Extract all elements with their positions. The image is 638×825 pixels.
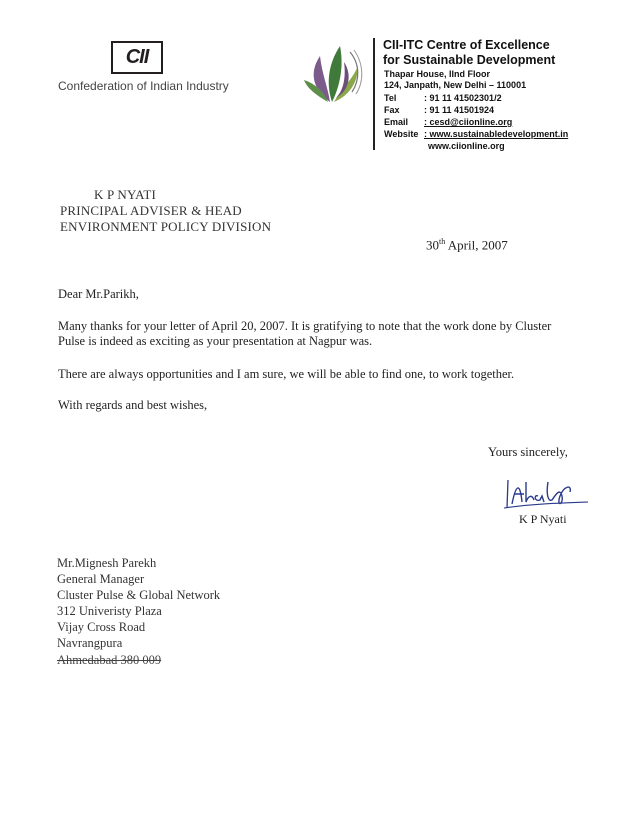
recipient-line-2: General Manager: [57, 572, 145, 587]
cii-logo-text: CII: [125, 46, 149, 68]
contact-website-label: Website: [384, 129, 419, 139]
date-suffix: th: [439, 237, 446, 246]
org-full-name: Confederation of Indian Industry: [58, 79, 229, 93]
contact-email-label: Email: [384, 117, 409, 127]
contact-website: [384, 129, 568, 139]
contact-email-link[interactable]: : cesd@ciionline.org: [424, 117, 513, 127]
sender-block: [60, 187, 271, 235]
centre-title-line2: for Sustainable Development: [383, 53, 556, 67]
paragraph-1-line-2: Pulse is indeed as exciting as your presentation at Nagpur was.: [58, 334, 373, 348]
contact-website2-link[interactable]: www.ciionline.org: [428, 141, 505, 151]
letter-date: [426, 237, 508, 253]
signer-name: K P Nyati: [519, 512, 567, 526]
sender-name: K P NYATI: [94, 187, 156, 202]
recipient-line-6: Navrangpura: [57, 636, 123, 651]
contact-fax-value: : 91 11 41501924: [424, 105, 495, 115]
recipient-line-1: Mr.Mignesh Parekh: [57, 556, 157, 570]
leaf-emblem-icon: [300, 40, 365, 106]
recipient-line-3: Cluster Pulse & Global Network: [57, 588, 221, 603]
sender-division: ENVIRONMENT POLICY DIVISION: [60, 219, 272, 234]
centre-address: [384, 69, 526, 91]
recipient-address: [57, 555, 220, 668]
cii-logo: [111, 41, 163, 74]
contact-website-link[interactable]: : www.sustainabledevelopment.in: [424, 129, 569, 139]
contact-fax-label: Fax: [384, 105, 400, 115]
paragraph-2: There are always opportunities and I am sure, we will be able to find one, to work together.: [58, 367, 515, 381]
signature-icon: [490, 474, 590, 514]
address-line2: 124, Janpath, New Delhi – 110001: [384, 80, 527, 90]
date-rest: April, 2007: [445, 237, 508, 253]
contact-email: [384, 117, 512, 127]
recipient-line-4: 312 Univeristy Plaza: [57, 604, 162, 619]
contact-tel-value: : 91 11 41502301/2: [424, 93, 502, 103]
contact-tel: [384, 93, 502, 103]
centre-title-line1: CII-ITC Centre of Excellence: [383, 38, 550, 52]
closing: Yours sincerely,: [488, 445, 568, 459]
recipient-city: Ahmedabad 380 009: [57, 652, 162, 667]
contact-fax: [384, 105, 494, 115]
contact-tel-label: Tel: [384, 93, 397, 103]
recipient-line-5: Vijay Cross Road: [57, 620, 146, 635]
salutation: Dear Mr.Parikh,: [58, 287, 139, 301]
centre-title: [383, 38, 555, 68]
address-line1: Thapar House, IInd Floor: [384, 69, 491, 79]
sender-designation: PRINCIPAL ADVISER & HEAD: [60, 203, 242, 218]
paragraph-3: With regards and best wishes,: [58, 398, 208, 412]
date-day: 30: [426, 237, 439, 253]
header-divider: [373, 38, 375, 150]
paragraph-1-line-1: Many thanks for your letter of April 20, 2007. It is gratifying to note that the work done by Cluster: [58, 319, 552, 333]
